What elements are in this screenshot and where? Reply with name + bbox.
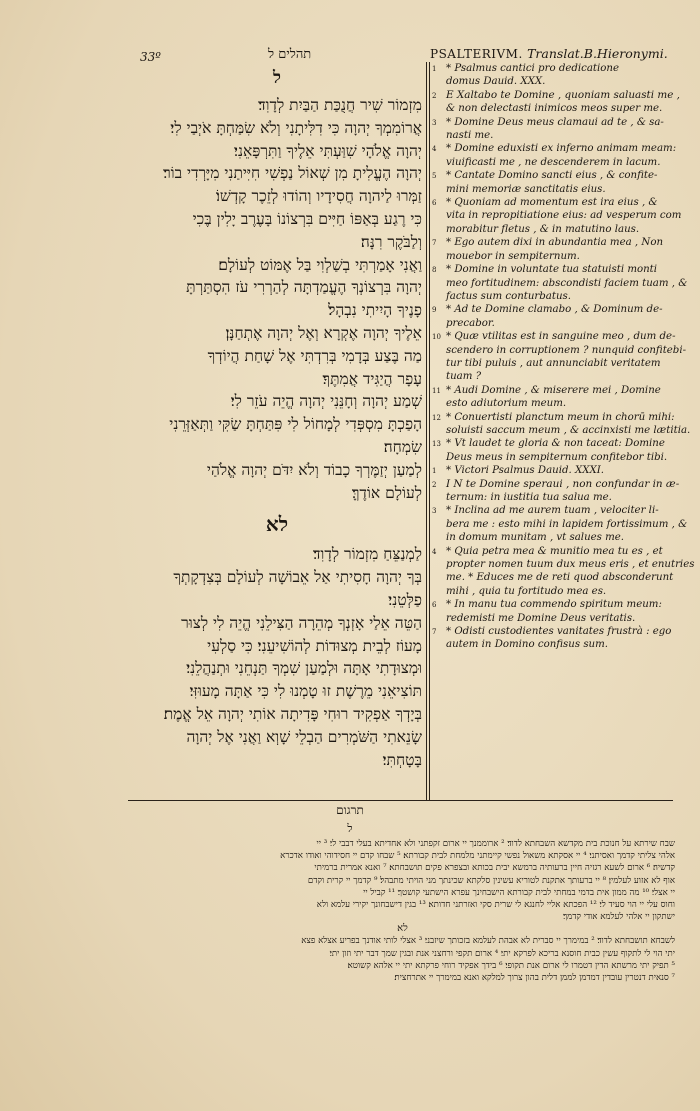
latin-verse-line xyxy=(436,290,672,303)
hebrew-verse-line: שָׂנֵאתִי הַשֹּׁמְרִים הַבְלֵי שָׁוְא וַאֲנִי אֶל יְהוָה xyxy=(186,727,422,746)
latin-verse-line xyxy=(436,357,672,370)
verse-number: 2 xyxy=(432,480,437,489)
hebrew-verse-line: פָנֶיךָ הָיִיתִי נִבְהָל׃ xyxy=(328,301,422,320)
latin-text: * Psalmus cantici pro dedicatione xyxy=(446,63,620,74)
latin-verse-line xyxy=(436,518,688,531)
folio-number: 33º xyxy=(140,50,161,64)
latin-verse-line xyxy=(436,129,672,142)
latin-psalm-title xyxy=(436,75,672,88)
verse-number: 7 xyxy=(432,239,437,248)
targum-line: אלהי צליתי קדמך ואסיתני׃ ⁴ יי אסקתא משאול נפשי קיימתני מלמחת לבית קבורתא׃ ⁵ שבחו קדם יי חסידוהי ואודו אדכרא xyxy=(280,851,675,862)
verse-number: 4 xyxy=(432,547,437,556)
targum-line: ⁵ תפיק יתי מרשתא הדין דטמרו לי ארום אנת תקופי׃ ⁶ בידך אפקיד רוחי פרקתא יתי יי אלהא קשוטא׃ xyxy=(347,960,675,971)
latin-text: ternum: in iustitia tua salua me. xyxy=(446,492,612,503)
latin-verse-line xyxy=(436,183,672,196)
hebrew-verse-line: בָּטָחְתִּי׃ xyxy=(382,750,422,769)
latin-text: soluisti saccum meum , & accinxisti me lætitia. xyxy=(446,424,691,436)
targum-line: יי אצלי׃ ¹⁰ מה ממון אית בדמי במחתי לבית קבורתא הישבחינך עפרא הישתעי קושטך׃ ¹¹ קביל יי xyxy=(363,887,675,898)
latin-verse-line xyxy=(432,625,672,638)
latin-verse-line xyxy=(432,330,676,343)
latin-header-italic: Translat.B.Hieronymi. xyxy=(527,46,668,61)
hebrew-verse-line: לְמַעַן יְזַמֶּרְךָ כָבוֹד וְלֹא יִדֹּם יְהוָה אֱלֹהַי xyxy=(206,460,422,479)
latin-verse-line xyxy=(432,142,677,155)
latin-verse-line xyxy=(432,236,672,249)
latin-text: scendero in corruptionem ? nunquid confitebi- xyxy=(446,344,687,356)
hebrew-verse-line: שְׁמַע יְהוָה וְחָנֵּנִי יְהוָה הֱיֵה עֹזֵר לִי׃ xyxy=(230,392,422,411)
targum-psalm-31-number: לא xyxy=(397,923,408,935)
verse-number: 13 xyxy=(432,440,441,449)
latin-verse-line xyxy=(436,638,672,651)
latin-psalm-title xyxy=(432,62,672,75)
psalm-31-number: לא xyxy=(265,512,289,537)
hebrew-verse-line: וּמְצוּדָתִי אָתָּה וּלְמַעַן שִׁמְךָ תַּנְחֵנִי וּתְנַהֲלֵנִי׃ xyxy=(186,659,422,678)
latin-verse-line xyxy=(432,477,680,491)
latin-verse-line xyxy=(436,612,672,625)
latin-text: & non delectasti inimicos meos super me. xyxy=(446,103,663,115)
latin-text: bera me : esto mihi in lapidem fortissimum , & xyxy=(446,518,688,530)
latin-text: * Audi Domine , & miserere mei , Domine xyxy=(446,384,661,396)
latin-text: precabor. xyxy=(446,317,495,329)
latin-text: I N te Domine speraui , non confundar in æ- xyxy=(446,477,680,490)
latin-text: mouebor in sempiternum. xyxy=(446,250,580,262)
latin-text: esto adiutorium meum. xyxy=(446,398,567,410)
latin-text: * Domine in voluntate tua statuisti monti xyxy=(446,264,658,276)
latin-verse-line xyxy=(436,209,682,222)
latin-header-caps: PSALTERIVM. xyxy=(430,47,523,61)
latin-text: tur tibi puluis , aut annunciabit veritatem xyxy=(446,357,661,369)
verse-number: 2 xyxy=(432,91,437,100)
hebrew-verse-line: אֵלֶיךָ יְהוָה אֶקְרָא וְאֶל יְהוָה אֶתְחַנָּן׃ xyxy=(225,323,422,342)
latin-text: * Ad te Domine clamabo , & Dominum de- xyxy=(446,304,663,316)
hebrew-verse-line: הַטֵּה אֵלַי אָזְנְךָ מְהֵרָה הַצִּילֵנִי הֱיֵה לִי לְצוּר xyxy=(181,613,422,632)
latin-text: tuam ? xyxy=(446,371,482,383)
latin-verse-line xyxy=(432,545,672,558)
verse-number: 10 xyxy=(432,333,441,342)
latin-text: propter nomen tuum dux meus eris , et enutries xyxy=(446,559,695,571)
latin-text: Deus meus in sempiternum confitebor tibi. xyxy=(446,451,668,463)
hebrew-verse-line: וַאֲנִי אָמַרְתִּי בְשַׁלְוִי בַּל אֶמּוֹט לְעוֹלָם׃ xyxy=(218,255,422,274)
latin-running-head xyxy=(430,46,668,61)
latin-text: vita in repropitiatione eius: ad vesperum com xyxy=(446,210,682,222)
verse-number: 4 xyxy=(432,145,437,154)
targum-heading: תרגום xyxy=(336,803,364,817)
verse-number: 1 xyxy=(432,467,437,476)
hebrew-verse-line: בְּיָדְךָ אַפְקִיד רוּחִי פָּדִיתָה אוֹתִי יְהוָה אֵל אֱמֶת׃ xyxy=(163,704,422,723)
targum-line: וחוס עלי יי הוי סעיד לי׃ ¹² הפכתא אליי לחנגא לי שרית סקי ואזרתני חדותא׃ ¹³ בגין דישבחונך יקירי עלמא ולא xyxy=(316,900,675,911)
targum-line: יתי הוי לי לתקוף עשין כבית חוסנא בריכא לפרקא יתי׃ ⁴ ארום תקפי ורחצני אנת ובגין שמך דבר יתי וזון יתי׃ xyxy=(329,948,675,959)
latin-text: * Odisti custodientes vanitates frustrà : ego xyxy=(446,626,672,638)
latin-verse-line xyxy=(436,317,672,330)
verse-number: 6 xyxy=(432,199,437,208)
latin-text: nasti me. xyxy=(446,130,494,142)
latin-verse-line xyxy=(436,558,695,571)
hebrew-verse-line: יְהוָה הֶעֱלִיתָ מִן שְׁאוֹל נַפְשִׁי חִיִּיתַנִי מִיָּרְדִי בוֹר׃ xyxy=(163,164,422,183)
verse-number: 3 xyxy=(432,507,437,516)
targum-psalm-30-number: ל xyxy=(347,822,353,835)
latin-verse-line xyxy=(432,116,672,129)
hebrew-verse-line: מַה בֶּצַע בְּדָמִי בְּרִדְתִּי אֶל שָׁחַת הֲיוֹדְךָ xyxy=(207,346,422,365)
psalm-31-hebrew-text xyxy=(132,543,422,771)
verse-number: 6 xyxy=(432,601,437,610)
hebrew-verse-line: פַלְּטֵנִי׃ xyxy=(388,590,422,609)
targum-rule xyxy=(128,800,673,801)
verse-number: 7 xyxy=(432,628,437,637)
verse-number: 8 xyxy=(432,266,437,275)
hebrew-verse-line: עָפָר הֲיַגִּיד אֲמִתֶּךָ׃ xyxy=(322,369,422,388)
latin-text: redemisti me Domine Deus veritatis. xyxy=(446,612,636,624)
latin-text: morabitur fletus , & in matutino laus. xyxy=(446,223,640,235)
targum-line: ישתקון יי אלהי לעלמא אודי קדמך׃ xyxy=(562,912,675,923)
latin-verse-line xyxy=(432,303,672,316)
latin-psalm-title xyxy=(432,464,672,477)
latin-verse-line xyxy=(432,169,672,182)
verse-number: 12 xyxy=(432,413,441,422)
latin-verse-line xyxy=(436,531,672,544)
latin-text: * Conuertisti planctum meum in chorū mihi: xyxy=(446,411,675,423)
latin-text: viuificasti me , ne descenderem in lacum. xyxy=(446,156,661,168)
latin-verse-line xyxy=(436,491,672,504)
latin-column xyxy=(432,62,695,652)
hebrew-verse-line: מָעוֹז לְבֵית מְצוּדוֹת לְהוֹשִׁיעֵנִי׃ כִּי סַלְעִי xyxy=(207,636,422,655)
latin-text: * Domine eduxisti ex inferno animam meam: xyxy=(446,143,677,155)
latin-text: me. * Educes me de reti quod absconderunt xyxy=(446,572,674,584)
verse-number: 9 xyxy=(432,306,437,315)
latin-verse-line xyxy=(432,437,672,450)
latin-text: E Xaltabo te Domine , quoniam saluasti me , xyxy=(446,88,680,101)
latin-text: * Vt laudet te gloria & non taceat: Domine xyxy=(446,438,665,450)
hebrew-verse-line: מִזְמוֹר שִׁיר חֲנֻכַּת הַבַּיִת לְדָוִד׃ xyxy=(258,96,422,114)
latin-verse-line xyxy=(432,196,672,209)
targum-line: קדשיה׃ ⁶ ארום לשעא רגזיה חיין ברעותיה ברמשא יבית בכותא ובצפרא פקים תושבחתא׃ ⁷ ואנא אמרית ברמיתי xyxy=(314,863,675,874)
latin-text: mihi , quia tu fortitudo mea es. xyxy=(446,585,607,597)
hebrew-verse-line: לְעוֹלָם אוֹדֶךָּ׃ xyxy=(351,483,422,502)
latin-text: * Inclina ad me aurem tuam , velociter li- xyxy=(446,505,659,517)
verse-number: 1 xyxy=(432,65,437,73)
hebrew-running-head: תהלים ל xyxy=(268,47,312,62)
hebrew-verse-line: יְהוָה בִּרְצוֹנְךָ הֶעֱמַדְתָּה לְהַרְרִי עֹז הִסְתַּרְתָּ xyxy=(186,278,422,297)
latin-verse-line xyxy=(432,384,672,397)
latin-verse-line xyxy=(436,585,672,598)
hebrew-verse-line: בְּךָ יְהוָה חָסִיתִי אַל אֵבוֹשָׁה לְעוֹלָם בְּצִדְקָתְךָ xyxy=(173,568,422,587)
latin-text: autem in Domino confisus sum. xyxy=(446,639,609,651)
latin-verse-line xyxy=(436,277,688,290)
hebrew-verse-line: זַמְּרוּ לַיהוָה חֲסִידָיו וְהוֹדוּ לְזֵכֶר קָדְשׁוֹ׃ xyxy=(215,187,422,206)
latin-verse-line xyxy=(436,344,687,357)
latin-text: * Cantate Domino sancti eius , & confite- xyxy=(446,170,658,182)
latin-verse-line xyxy=(432,88,680,102)
latin-text: mini memoriæ sanctitatis eius. xyxy=(446,183,606,195)
latin-text: * Domine Deus meus clamaui ad te , & sa- xyxy=(446,116,664,128)
latin-text: * Victori Psalmus Dauid. XXXI. xyxy=(446,465,604,477)
latin-verse-line xyxy=(432,504,672,517)
latin-verse-line xyxy=(436,156,672,169)
latin-verse-line xyxy=(436,397,672,410)
hebrew-verse-line: וְלַבֹּקֶר רִנָּה׃ xyxy=(360,232,422,251)
column-divider xyxy=(426,62,427,800)
psalm-30-hebrew-text xyxy=(132,94,422,504)
psalm-30-number: ל xyxy=(273,68,281,88)
targum-line: ⁷ סנאית דנטרין עובדין דמדמן לממן דלית בהון צרוך למלקא ואנא במימרך יי אתרחצית׃ xyxy=(394,973,675,984)
latin-verse-line xyxy=(436,451,672,464)
hebrew-verse-line: שִׂמְחָה׃ xyxy=(383,437,422,456)
latin-verse-line xyxy=(432,598,672,611)
latin-verse-line xyxy=(432,263,672,276)
latin-text: factus sum conturbatus. xyxy=(446,290,572,302)
latin-text: meo fortitudinem: abscondisti faciem tuam , & xyxy=(446,277,688,289)
targum-line: אוף לא אזוע לעלמין׃ ⁸ יי ברעותך אתקנת לטוריא עשינין סלקתא שכינתך מני הויתי מתבהל׃ ⁹ קדמך יי קרית וקדם xyxy=(307,875,675,886)
verse-number: 5 xyxy=(432,172,437,181)
hebrew-verse-line: יְהוָה אֱלֹהָי שִׁוַּעְתִּי אֵלֶיךָ וַתִּרְפָּאֵנִי׃ xyxy=(233,141,422,160)
latin-verse-line xyxy=(436,370,672,383)
targum-line: לשבחא תושבחתא לדוד׃ ² במימרך יי סברית לא אבהת לעלמא בזכותך שיזבני׃ ³ אצלי לותי אודנך בפריע אצלא פצא xyxy=(301,936,675,947)
hebrew-verse-line: תּוֹצִיאֵנִי מֵרֶשֶׁת זוּ טָמְנוּ לִי כִּי אַתָּה מָעוּזִּי׃ xyxy=(189,682,422,701)
latin-text: * In manu tua commendo spiritum meum: xyxy=(446,599,662,611)
targum-text xyxy=(130,838,675,984)
latin-verse-line xyxy=(436,424,691,437)
latin-verse-line xyxy=(436,223,672,236)
latin-verse-line xyxy=(432,411,675,424)
hebrew-verse-line: כִּי רֶגַע בְּאַפּוֹ חַיִּים בִּרְצוֹנוֹ בָּעֶרֶב יָלִין בֶּכִי xyxy=(192,209,422,228)
latin-verse-line xyxy=(436,571,672,584)
latin-text: * Quoniam ad momentum est ira eius , & xyxy=(446,197,658,209)
hebrew-verse-line: לַמְנַצֵּחַ מִזְמוֹר לְדָוִד׃ xyxy=(312,545,422,564)
verse-number: 11 xyxy=(432,386,441,395)
latin-text: domus Dauid. XXX. xyxy=(446,76,546,88)
hebrew-column xyxy=(132,62,422,771)
latin-verse-line xyxy=(436,250,672,263)
hebrew-verse-line: הָפַכְתָּ מִסְפְּדִי לְמָחוֹל לִי פִּתַּחְתָּ שַׂקִּי וַתְּאַזְּרֵנִי xyxy=(169,415,422,434)
latin-text: * Ego autem dixi in abundantia mea , Non xyxy=(446,237,664,249)
column-divider-inner xyxy=(429,62,430,800)
verse-number: 3 xyxy=(432,118,437,127)
latin-text: in domum munitam , vt salues me. xyxy=(446,532,625,544)
hebrew-verse-line: אֲרוֹמִמְךָ יְהוָה כִּי דִלִּיתָנִי וְלֹא שִׂמַּחְתָּ אֹיְבַי לִי׃ xyxy=(170,118,422,137)
latin-text: * Quæ vtilitas est in sanguine meo , dum de- xyxy=(446,331,676,343)
latin-verse-line xyxy=(436,102,672,115)
targum-line: שבח שירתא על חנוכת בית מקדשא השבחתא לדוד׃ ² ארוממנך יי ארום זקפתני ולא אחדיתא בעלי דבבי לי׃ ³ יי xyxy=(316,839,675,849)
latin-text: * Quia petra mea & munitio mea tu es , et xyxy=(446,545,663,557)
